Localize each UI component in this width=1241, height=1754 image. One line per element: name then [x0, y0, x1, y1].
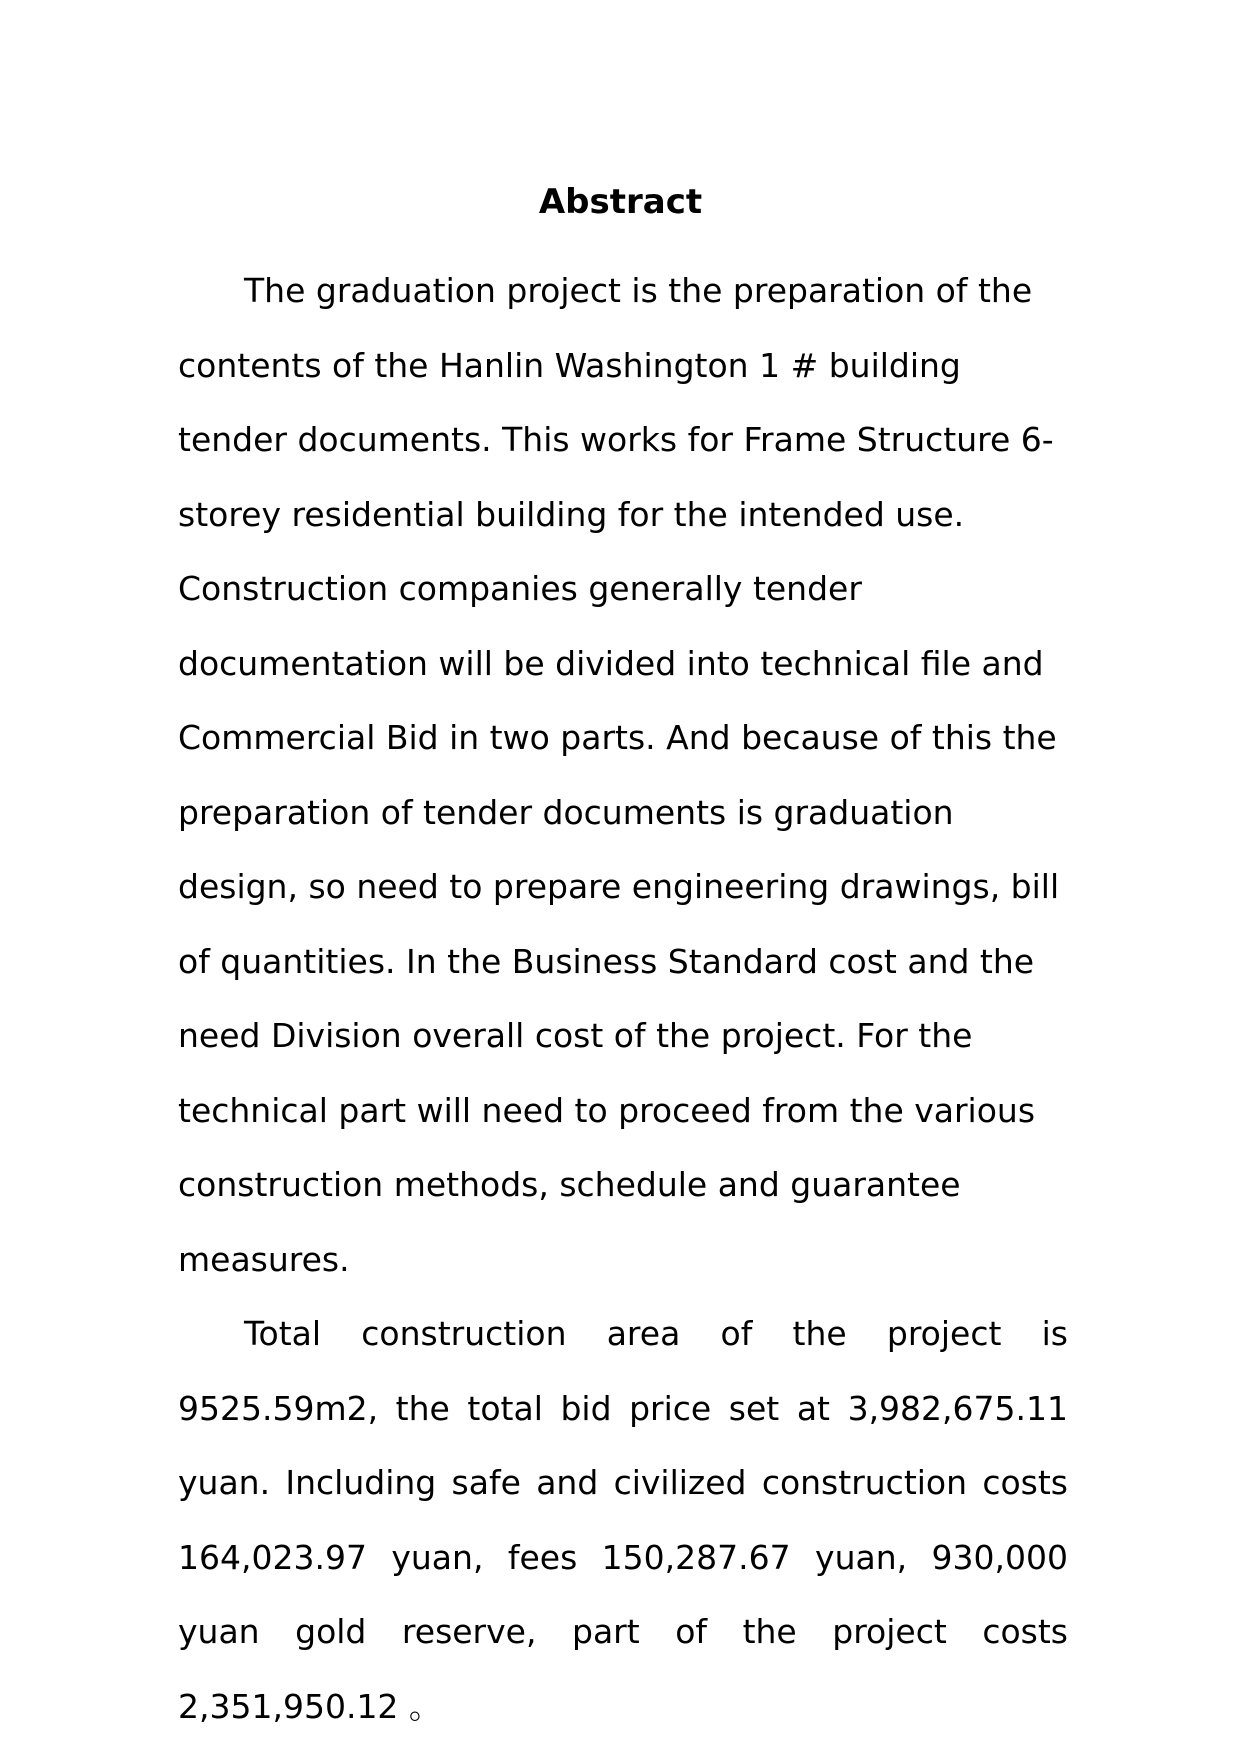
page-title: Abstract [538, 182, 703, 222]
abstract-paragraph-1: The graduation project is the preparation of the contents of the Hanlin Washington 1 # building tender documents. This works for Frame Structure 6-storey residential building for the intended use. Construction companies generally tender documentation will be divided into technical file and Commercial Bid in two parts. And because of this the preparation of tender documents is graduation design, so need to prepare engineering drawings, bill of quantities. In the Business Standard cost and the need Division overall cost of the project. For the technical part will need to proceed from the various construction methods, schedule and guarantee measures. [178, 271, 1060, 1279]
abstract-paragraph-2: Total construction area of the project is 9525.59m2, the total bid price set at 3,982,675.11 yuan. Including safe and civilized construction costs 164,023.97 yuan, fees 150,287.67 yuan, 930,000 yuan gold reserve, part of the project costs 2,351,950.12 。 [178, 1314, 1068, 1726]
abstract-body [178, 254, 1068, 1744]
